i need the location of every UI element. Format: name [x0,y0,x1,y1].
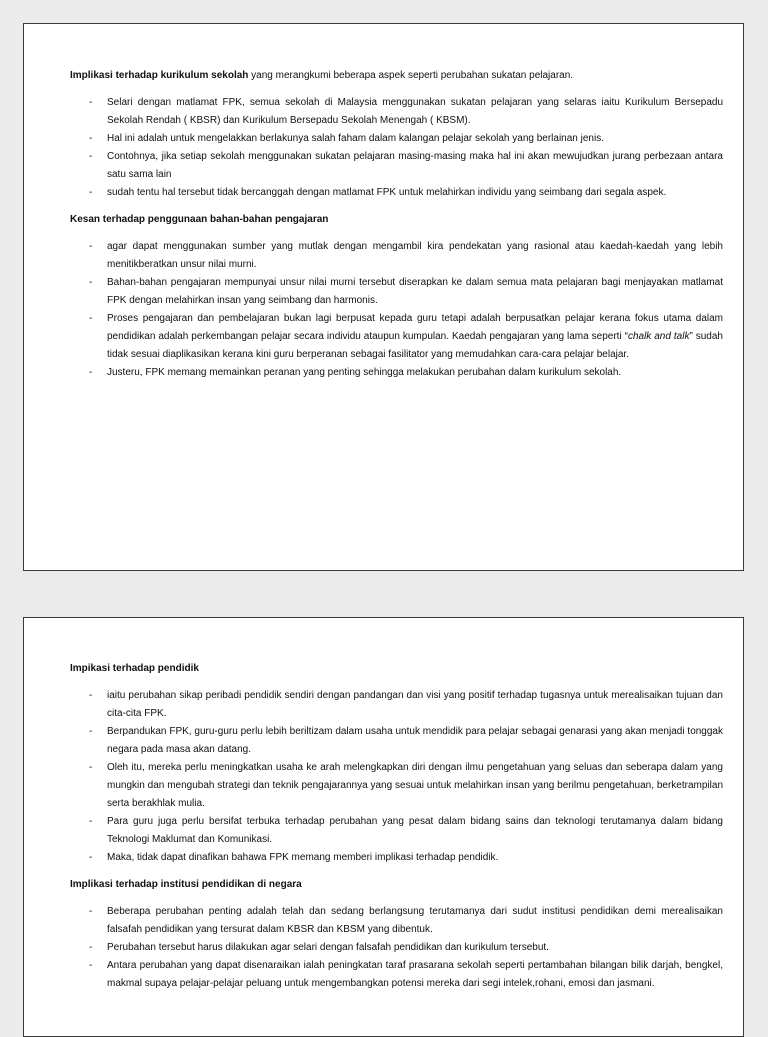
list-item: - Beberapa perubahan penting adalah telah dan sedang berlangsung terutamanya dari sudut institusi pendidikan demi merealisaikan falsafah pendidikan yang tersurat dalam KBSR dan KBSM yang dibentuk. [70,903,723,939]
list-item-italic-text: chalk and talk [627,331,690,342]
list-item: - sudah tentu hal tersebut tidak bercanggah dengan matlamat FPK untuk melahirkan individu yang seimbang dari segala aspek. [70,184,723,202]
list-item: - Selari dengan matlamat FPK, semua sekolah di Malaysia menggunakan sukatan pelajaran yang selaras iaitu Kurikulum Bersepadu Sekolah Rendah ( KBSR) dan Kurikulum Bersepadu Sekolah Menengah ( KBSM). [70,94,723,130]
list-item: - Bahan-bahan pengajaran mempunyai unsur nilai murni tersebut diserapkan ke dalam semua mata pelajaran bagi menjayakan matlamat FPK dengan melahirkan insan yang seimbang dan harmonis. [70,274,723,310]
section-heading-teaching-materials: Kesan terhadap penggunaan bahan-bahan pengajaran [70,214,329,225]
section-heading-educators: Impikasi terhadap pendidik [70,663,199,674]
list-item: - Para guru juga perlu bersifat terbuka terhadap perubahan yang pesat dalam bidang sains dan teknologi terutamanya dalam bidang Teknologi Maklumat dan Komunikasi. [70,813,723,849]
page-2-content [70,660,723,1002]
list-item [70,310,723,364]
list-item-text: ” sudah tidak sesuai diaplikasikan kerana kini guru berperanan sebagai fasilitator yang memudahkan cara-cara pelajar belajar. [107,331,723,360]
list-item: - Contohnya, jika setiap sekolah menggunakan sukatan pelajaran masing-masing maka hal ini akan mewujudkan jurang perbezaan antara satu sama lain [70,148,723,184]
list-item: - Hal ini adalah untuk mengelakkan berlakunya salah faham dalam kalangan pelajar sekolah yang berlainan jenis. [70,130,723,148]
list-item: - Perubahan tersebut harus dilakukan agar selari dengan falsafah pendidikan dan kurikulum tersebut. [70,939,723,957]
list-item: - Berpandukan FPK, guru-guru perlu lebih beriltizam dalam usaha untuk mendidik para pelajar sebagai genarasi yang akan menjadi tonggak negara pada masa akan datang. [70,723,723,759]
list-item-text: Proses pengajaran dan pembelajaran bukan lagi berpusat kepada guru tetapi adalah berpusatkan pelajar kerana fokus utama dalam pendidikan adalah perkembangan pelajar secara individu ataupun kumpulan. Kaedah pengajaran yang lama seperti “ [107,313,723,342]
educators-list [70,687,723,867]
teaching-materials-list [70,238,723,382]
intro-bold-heading: Implikasi terhadap kurikulum sekolah [70,70,249,81]
document-page-2 [23,617,744,1037]
list-item: - agar dapat menggunakan sumber yang mutlak dengan mengambil kira pendekatan yang rasional atau kaedah-kaedah yang lebih menitikberatkan unsur nilai murni. [70,238,723,274]
page-1-content [70,67,723,391]
list-item: - Maka, tidak dapat dinafikan bahawa FPK memang memberi implikasi terhadap pendidik. [70,849,723,867]
section-heading-institutions: Implikasi terhadap institusi pendidikan di negara [70,879,302,890]
list-item: - Oleh itu, mereka perlu meningkatkan usaha ke arah melengkapkan diri dengan ilmu pengetahuan yang seluas dan seberapa dalam yang mungkin dan mengubah strategi dan teknik pengajarannya yang sesuai untuk melahirkan insan yang berilmu pengetahuan, berketrampilan serta berakhlak mulia. [70,759,723,813]
intro-text: yang merangkumi beberapa aspek seperti perubahan sukatan pelajaran. [248,70,574,81]
curriculum-list [70,94,723,202]
list-item: - iaitu perubahan sikap peribadi pendidik sendiri dengan pandangan dan visi yang positif terhadap tugasnya untuk merealisaikan tujuan dan cita-cita FPK. [70,687,723,723]
intro-paragraph [70,67,723,85]
list-item: - Justeru, FPK memang memainkan peranan yang penting sehingga melakukan perubahan dalam kurikulum sekolah. [70,364,723,382]
institutions-list [70,903,723,993]
document-page-1 [23,23,744,571]
list-item: - Antara perubahan yang dapat disenaraikan ialah peningkatan taraf prasarana sekolah seperti pertambahan bilangan bilik darjah, bengkel, makmal supaya pelajar-pelajar peluang untuk mengembangkan potensi mereka dari segi intelek,rohani, emosi dan jasmani. [70,957,723,993]
